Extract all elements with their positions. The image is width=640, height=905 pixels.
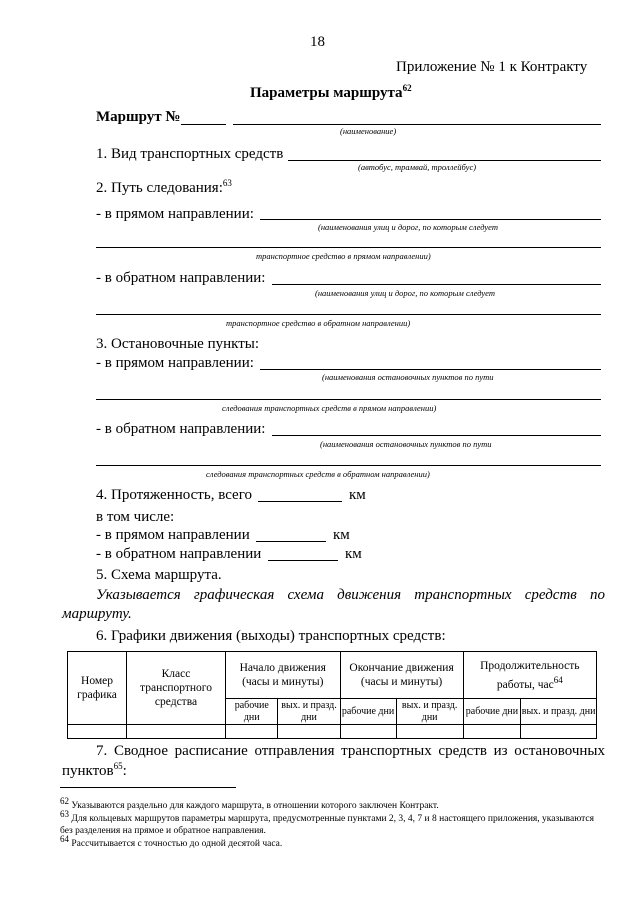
path-forward-line1 (260, 219, 601, 220)
footnote-64-text: Рассчитывается с точностью до одной десятой часа. (69, 839, 283, 850)
path-footnote-ref: 63 (222, 178, 232, 188)
stops-forward-caption2: следования транспортных средств в прямом направлении) (222, 403, 437, 413)
header-duration (463, 652, 596, 699)
header-end-time: Окончание движения (часы и минуты) (340, 652, 463, 699)
path-heading-text: 2. Путь следования: (96, 180, 223, 196)
path-forward-line2 (96, 247, 601, 248)
end-weekends: вых. и празд. дни (396, 699, 463, 725)
length-total-unit: км (349, 487, 366, 503)
schedules-heading: 6. Графики движения (выходы) транспортных средств: (96, 628, 446, 644)
stops-back-label: - в обратном направлении: (96, 421, 266, 437)
stops-heading: 3. Остановочные пункты: (96, 336, 260, 352)
table-cell (226, 725, 278, 739)
stops-back-caption1: (наименования остановочных пунктов по пути (320, 439, 492, 449)
table-cell (68, 725, 127, 739)
path-back-line2 (96, 314, 601, 315)
route-caption: (наименование) (340, 126, 397, 136)
page-number: 18 (310, 34, 325, 50)
appendix-label: Приложение № 1 к Контракту (396, 59, 588, 75)
footnote-62-marker: 62 (60, 796, 69, 806)
footnote-63-marker: 63 (60, 809, 69, 819)
stops-forward-label: - в прямом направлении: (96, 355, 254, 371)
footnote-64-marker: 64 (60, 834, 69, 844)
table-cell (278, 725, 340, 739)
footnote-64 (60, 833, 605, 850)
schedules-table (67, 651, 597, 739)
vehicle-type-line (288, 160, 601, 161)
table-cell (463, 725, 521, 739)
length-label: 4. Протяженность, всего (96, 487, 252, 503)
footnote-62-text: Указываются раздельно для каждого маршрута, в отношении которого заключен Контракт. (69, 801, 439, 812)
table-cell (340, 725, 396, 739)
header-duration-text: Продолжительность работы, час (480, 659, 580, 691)
header-vehicle-class: Класс транспортного средства (127, 652, 226, 725)
start-weekends: вых. и празд. дни (278, 699, 340, 725)
footnote-separator (60, 787, 236, 788)
including-label: в том числе: (96, 509, 175, 525)
end-workdays: рабочие дни (340, 699, 396, 725)
route-name-line (233, 124, 601, 125)
path-forward-label: - в прямом направлении: (96, 206, 254, 222)
duration-footnote-ref: 64 (553, 674, 563, 685)
scheme-text-line1: Указывается графическая схема движения транспортных средств по (96, 587, 605, 603)
length-back-line (268, 560, 338, 561)
path-heading (96, 178, 232, 197)
stops-forward-caption1: (наименования остановочных пунктов по пути (322, 372, 494, 382)
scheme-text-line2: маршруту. (62, 606, 132, 622)
start-workdays: рабочие дни (226, 699, 278, 725)
timetable-footnote-ref: 65 (113, 761, 123, 771)
path-back-caption2: транспортное средство в обратном направлении) (226, 318, 411, 328)
length-forward-unit: км (333, 527, 350, 543)
title-text: Параметры маршрута (250, 85, 403, 101)
stops-forward-line1 (260, 369, 601, 370)
timetable-text-stops: пунктов (62, 763, 114, 779)
table-cell (396, 725, 463, 739)
route-number-line (181, 124, 226, 125)
table-cell (521, 725, 597, 739)
timetable-colon: : (122, 763, 127, 779)
stops-back-line2 (96, 465, 601, 466)
duration-workdays: рабочие дни (463, 699, 521, 725)
stops-back-line1 (272, 435, 601, 436)
length-total-line (258, 501, 342, 502)
timetable-text-line1: 7. Сводное расписание отправления транспортных средств из остановочных (96, 743, 605, 759)
length-back-label: - в обратном направлении (96, 546, 262, 562)
table-cell (127, 725, 226, 739)
length-back-unit: км (345, 546, 362, 562)
page-title (250, 83, 412, 102)
route-label: Маршрут № (96, 109, 181, 125)
timetable-text-line2 (62, 761, 127, 780)
path-forward-caption1: (наименования улиц и дорог, по которым следует (318, 222, 498, 232)
duration-weekends: вых. и празд. дни (521, 699, 597, 725)
length-forward-line (256, 541, 326, 542)
vehicle-type-label: 1. Вид транспортных средств (96, 146, 284, 162)
scheme-heading: 5. Схема маршрута. (96, 567, 222, 583)
title-footnote-ref: 62 (402, 83, 412, 93)
table-row (68, 725, 597, 739)
stops-forward-line2 (96, 399, 601, 400)
stops-back-caption2: следования транспортных средств в обратном направлении) (206, 469, 430, 479)
length-forward-label: - в прямом направлении (96, 527, 250, 543)
path-forward-caption2: транспортное средство в прямом направлении) (256, 251, 431, 261)
header-start-time: Начало движения (часы и минуты) (226, 652, 341, 699)
vehicle-type-caption: (автобус, трамвай, троллейбус) (358, 162, 477, 172)
header-schedule-number: Номер графика (68, 652, 127, 725)
path-back-line1 (272, 284, 601, 285)
footnote-63-text: Для кольцевых маршрутов параметры маршрута, предусмотренные пунктами 2, 3, 4, 7 и 8 настоящего приложения, указываются без разделения на прямое и обратное направления. (60, 814, 595, 837)
path-back-caption1: (наименования улиц и дорог, по которым следует (315, 288, 495, 298)
path-back-label: - в обратном направлении: (96, 270, 266, 286)
